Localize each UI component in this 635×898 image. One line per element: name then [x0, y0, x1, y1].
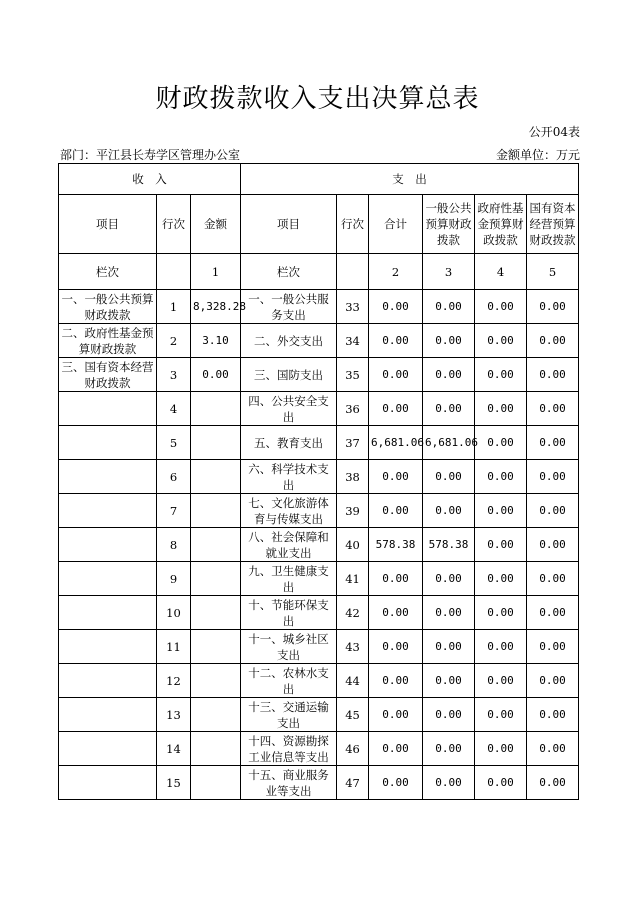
income-item-header: 项目: [59, 195, 157, 254]
index-expense-label: 栏次: [241, 254, 337, 290]
state-capital-header: 国有资本经营预算财政拨款: [527, 195, 579, 254]
expense-item-cell: 十四、资源勘探工业信息等支出: [241, 732, 337, 766]
general-budget-cell: 0.00: [423, 698, 475, 732]
income-line-cell: 8: [157, 528, 191, 562]
table-row: [59, 528, 579, 562]
general-budget-cell: 578.38: [423, 528, 475, 562]
income-line-cell: 14: [157, 732, 191, 766]
total-cell: 0.00: [369, 698, 423, 732]
department-label: 部门：平江县长寿学区管理办公室: [60, 148, 241, 162]
table-row: [59, 460, 579, 494]
fund-budget-cell: 0.00: [475, 324, 527, 358]
general-budget-cell: 6,681.06: [423, 426, 475, 460]
total-cell: 0.00: [369, 630, 423, 664]
expense-line-cell: 36: [337, 392, 369, 426]
expense-line-cell: 41: [337, 562, 369, 596]
income-item-cell: [59, 494, 157, 528]
expense-line-header: 行次: [337, 195, 369, 254]
total-header: 合计: [369, 195, 423, 254]
fund-budget-cell: 0.00: [475, 766, 527, 800]
income-line-cell: 10: [157, 596, 191, 630]
expense-item-cell: 十五、商业服务业等支出: [241, 766, 337, 800]
expense-item-cell: 二、外交支出: [241, 324, 337, 358]
table-row: [59, 766, 579, 800]
table-row: [59, 698, 579, 732]
financial-summary-table: [58, 163, 579, 800]
income-item-cell: [59, 392, 157, 426]
income-amount-cell: [191, 528, 241, 562]
total-cell: 0.00: [369, 358, 423, 392]
expense-line-cell: 42: [337, 596, 369, 630]
general-budget-cell: 0.00: [423, 392, 475, 426]
income-amount-cell: [191, 596, 241, 630]
state-capital-cell: 0.00: [527, 596, 579, 630]
expense-line-cell: 43: [337, 630, 369, 664]
total-cell: 0.00: [369, 324, 423, 358]
state-capital-cell: 0.00: [527, 766, 579, 800]
income-amount-cell: [191, 698, 241, 732]
income-item-cell: 一、一般公共预算财政拨款: [59, 290, 157, 324]
index-amount: 1: [191, 254, 241, 290]
index-fund: 4: [475, 254, 527, 290]
fund-budget-cell: 0.00: [475, 630, 527, 664]
income-line-cell: 5: [157, 426, 191, 460]
index-expense-line-blank: [337, 254, 369, 290]
general-budget-cell: 0.00: [423, 562, 475, 596]
expense-item-header: 项目: [241, 195, 337, 254]
table-row: [59, 324, 579, 358]
expense-line-cell: 46: [337, 732, 369, 766]
income-amount-cell: 3.10: [191, 324, 241, 358]
total-cell: 0.00: [369, 494, 423, 528]
expense-line-cell: 39: [337, 494, 369, 528]
table-row: [59, 494, 579, 528]
expense-item-cell: 七、文化旅游体育与传媒支出: [241, 494, 337, 528]
amount-unit-label: 金额单位：万元: [495, 148, 580, 162]
income-line-cell: 12: [157, 664, 191, 698]
income-line-cell: 6: [157, 460, 191, 494]
total-cell: 0.00: [369, 460, 423, 494]
income-item-cell: 三、国有资本经营财政拨款: [59, 358, 157, 392]
fund-budget-header: 政府性基金预算财政拨款: [475, 195, 527, 254]
expense-item-cell: 五、教育支出: [241, 426, 337, 460]
fund-budget-cell: 0.00: [475, 290, 527, 324]
expense-line-cell: 44: [337, 664, 369, 698]
expense-item-cell: 十三、交通运输支出: [241, 698, 337, 732]
income-item-cell: [59, 766, 157, 800]
income-amount-cell: [191, 392, 241, 426]
form-number: 公开04表: [528, 125, 580, 139]
fund-budget-cell: 0.00: [475, 562, 527, 596]
income-item-cell: 二、政府性基金预算财政拨款: [59, 324, 157, 358]
total-cell: 6,681.06: [369, 426, 423, 460]
income-amount-header: 金额: [191, 195, 241, 254]
general-budget-cell: 0.00: [423, 324, 475, 358]
fund-budget-cell: 0.00: [475, 698, 527, 732]
total-cell: 0.00: [369, 290, 423, 324]
expense-line-cell: 34: [337, 324, 369, 358]
total-cell: 0.00: [369, 664, 423, 698]
income-line-cell: 1: [157, 290, 191, 324]
general-budget-cell: 0.00: [423, 766, 475, 800]
general-budget-header: 一般公共预算财政拨款: [423, 195, 475, 254]
income-amount-cell: [191, 732, 241, 766]
income-item-cell: [59, 528, 157, 562]
income-amount-cell: [191, 460, 241, 494]
table-row: [59, 562, 579, 596]
fund-budget-cell: 0.00: [475, 732, 527, 766]
income-item-cell: [59, 698, 157, 732]
income-amount-cell: [191, 426, 241, 460]
state-capital-cell: 0.00: [527, 664, 579, 698]
income-item-cell: [59, 630, 157, 664]
table-row: [59, 664, 579, 698]
general-budget-cell: 0.00: [423, 630, 475, 664]
state-capital-cell: 0.00: [527, 698, 579, 732]
income-item-cell: [59, 596, 157, 630]
state-capital-cell: 0.00: [527, 392, 579, 426]
income-line-cell: 4: [157, 392, 191, 426]
fund-budget-cell: 0.00: [475, 596, 527, 630]
general-budget-cell: 0.00: [423, 358, 475, 392]
income-line-header: 行次: [157, 195, 191, 254]
state-capital-cell: 0.00: [527, 732, 579, 766]
expense-line-cell: 40: [337, 528, 369, 562]
state-capital-cell: 0.00: [527, 630, 579, 664]
fund-budget-cell: 0.00: [475, 358, 527, 392]
income-amount-cell: 0.00: [191, 358, 241, 392]
general-budget-cell: 0.00: [423, 732, 475, 766]
income-section-header: 收 入: [59, 164, 241, 195]
table-row: [59, 426, 579, 460]
total-cell: 578.38: [369, 528, 423, 562]
general-budget-cell: 0.00: [423, 494, 475, 528]
index-state: 5: [527, 254, 579, 290]
table-row: [59, 392, 579, 426]
income-line-cell: 9: [157, 562, 191, 596]
expense-item-cell: 十二、农林水支出: [241, 664, 337, 698]
income-amount-cell: [191, 494, 241, 528]
expense-item-cell: 九、卫生健康支出: [241, 562, 337, 596]
income-item-cell: [59, 460, 157, 494]
income-amount-cell: [191, 766, 241, 800]
expense-line-cell: 38: [337, 460, 369, 494]
expense-item-cell: 六、科学技术支出: [241, 460, 337, 494]
expense-line-cell: 45: [337, 698, 369, 732]
table-row: [59, 630, 579, 664]
state-capital-cell: 0.00: [527, 460, 579, 494]
expense-item-cell: 四、公共安全支出: [241, 392, 337, 426]
income-item-cell: [59, 664, 157, 698]
expense-item-cell: 一、一般公共服务支出: [241, 290, 337, 324]
income-line-cell: 2: [157, 324, 191, 358]
expense-line-cell: 37: [337, 426, 369, 460]
expense-line-cell: 35: [337, 358, 369, 392]
expense-item-cell: 十一、城乡社区支出: [241, 630, 337, 664]
state-capital-cell: 0.00: [527, 290, 579, 324]
income-item-cell: [59, 562, 157, 596]
expense-section-header: 支 出: [241, 164, 579, 195]
general-budget-cell: 0.00: [423, 664, 475, 698]
expense-line-cell: 33: [337, 290, 369, 324]
fund-budget-cell: 0.00: [475, 426, 527, 460]
income-amount-cell: 8,328.28: [191, 290, 241, 324]
general-budget-cell: 0.00: [423, 460, 475, 494]
state-capital-cell: 0.00: [527, 528, 579, 562]
expense-item-cell: 三、国防支出: [241, 358, 337, 392]
state-capital-cell: 0.00: [527, 562, 579, 596]
index-general: 3: [423, 254, 475, 290]
income-line-cell: 11: [157, 630, 191, 664]
income-amount-cell: [191, 562, 241, 596]
general-budget-cell: 0.00: [423, 596, 475, 630]
income-amount-cell: [191, 664, 241, 698]
state-capital-cell: 0.00: [527, 426, 579, 460]
income-line-cell: 13: [157, 698, 191, 732]
income-line-cell: 3: [157, 358, 191, 392]
fund-budget-cell: 0.00: [475, 528, 527, 562]
table-row: [59, 596, 579, 630]
fund-budget-cell: 0.00: [475, 664, 527, 698]
total-cell: 0.00: [369, 732, 423, 766]
total-cell: 0.00: [369, 392, 423, 426]
table-row: [59, 358, 579, 392]
index-label: 栏次: [59, 254, 157, 290]
general-budget-cell: 0.00: [423, 290, 475, 324]
table-row: [59, 732, 579, 766]
state-capital-cell: 0.00: [527, 324, 579, 358]
total-cell: 0.00: [369, 766, 423, 800]
expense-item-cell: 八、社会保障和就业支出: [241, 528, 337, 562]
total-cell: 0.00: [369, 562, 423, 596]
income-item-cell: [59, 732, 157, 766]
state-capital-cell: 0.00: [527, 358, 579, 392]
state-capital-cell: 0.00: [527, 494, 579, 528]
page-title: 财政拨款收入支出决算总表: [155, 84, 480, 114]
income-line-cell: 7: [157, 494, 191, 528]
index-total: 2: [369, 254, 423, 290]
total-cell: 0.00: [369, 596, 423, 630]
fund-budget-cell: 0.00: [475, 392, 527, 426]
fund-budget-cell: 0.00: [475, 460, 527, 494]
income-line-cell: 15: [157, 766, 191, 800]
expense-line-cell: 47: [337, 766, 369, 800]
income-amount-cell: [191, 630, 241, 664]
income-item-cell: [59, 426, 157, 460]
expense-item-cell: 十、节能环保支出: [241, 596, 337, 630]
fund-budget-cell: 0.00: [475, 494, 527, 528]
index-line-blank: [157, 254, 191, 290]
table-row: [59, 290, 579, 324]
